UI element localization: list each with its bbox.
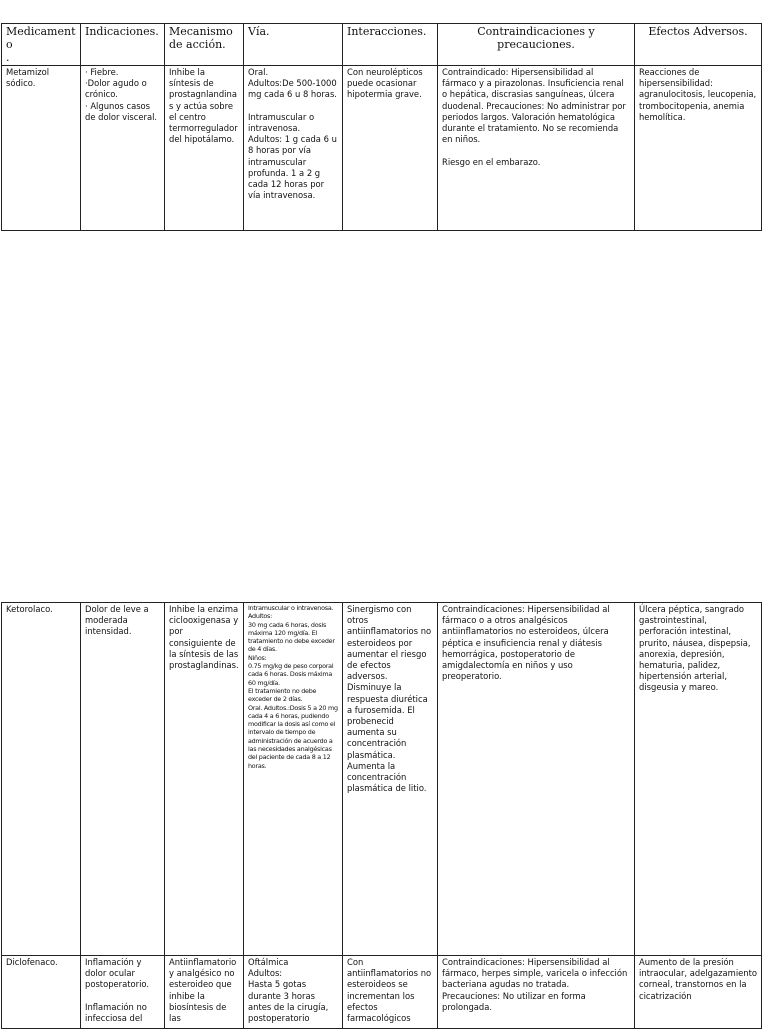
cell-contraindicaciones: Contraindicado: Hipersensibilidad al fármaco y a pirazolonas. Insuficiencia renal o hepática, discrasias sanguíneas, úlcera duodenal. Precauciones: No administrar por periodos largos. Valoración hematológica durante el tratamiento. No se recomienda en niños. Riesgo en el embarazo. xyxy=(438,66,635,231)
cell-mecanismo: Antiinflamatorio y analgésico no esteroideo que inhibe la biosíntesis de las xyxy=(165,956,244,1029)
header-efectos: Efectos Adversos. xyxy=(635,24,762,66)
header-via: Vía. xyxy=(244,24,343,66)
cell-medicamento: Metamizol sódico. xyxy=(2,66,81,231)
cell-mecanismo: Inhibe la síntesis de prostagnlandinas y actúa sobre el centro termorregulador del hipotálamo. xyxy=(165,66,244,231)
cell-indicaciones: Dolor de leve a moderada intensidad. xyxy=(81,603,165,956)
cell-interacciones: Sinergismo con otros antiinflamatorios no esteroideos por aumentar el riesgo de efectos adversos. Disminuye la respuesta diurética a furosemida. El probenecid aumenta su concentración plasmática. Aumenta la concentración plasmática de litio. xyxy=(343,603,438,956)
header-contraindicaciones: Contraindicaciones y precauciones. xyxy=(438,24,635,66)
cell-interacciones: Con neurolépticos puede ocasionar hipotermia grave. xyxy=(343,66,438,231)
header-medicamento: Medicamento . xyxy=(2,24,81,66)
header-mecanismo: Mecanismo de acción. xyxy=(165,24,244,66)
cell-efectos: Aumento de la presión intraocular, adelgazamiento corneal, transtornos en la cicatrización xyxy=(635,956,762,1029)
cell-efectos: Reacciones de hipersensibilidad: agranulocitosis, leucopenia, trombocitopenia, anemia hemolítica. xyxy=(635,66,762,231)
cell-mecanismo: Inhibe la enzima ciclooxigenasa y por consiguiente de la síntesis de las prostaglandinas. xyxy=(165,603,244,956)
drug-table-1 xyxy=(1,23,762,231)
table-header-row xyxy=(2,24,762,66)
cell-efectos: Úlcera péptica, sangrado gastrointestinal, perforación intestinal, prurito, náusea, dispepsia, anorexia, depresión, hematuria, palidez, hipertensión arterial, disgeusia y mareo. xyxy=(635,603,762,956)
header-indicaciones: Indicaciones. xyxy=(81,24,165,66)
cell-contraindicaciones: Contraindicaciones: Hipersensibilidad al fármaco o a otros analgésicos antiinflamatorios no esteroideos, úlcera péptica e insuficiencia renal y diátesis hemorrágica, postoperatorio de amigdalectomía en niños y uso preoperatorio. xyxy=(438,603,635,956)
cell-contraindicaciones: Contraindicaciones: Hipersensibilidad al fármaco, herpes simple, varicela o infección bacteriana agudas no tratada. Precauciones: No utilizar en forma prolongada. xyxy=(438,956,635,1029)
cell-indicaciones: · Fiebre. ·Dolor agudo o crónico. · Algunos casos de dolor visceral. xyxy=(81,66,165,231)
cell-interacciones: Con antiinflamatorios no esteroideos se incrementan los efectos farmacológicos xyxy=(343,956,438,1029)
cell-via: Oftálmica Adultos: Hasta 5 gotas durante 3 horas antes de la cirugía, postoperatorio xyxy=(244,956,343,1029)
table-row xyxy=(2,66,762,231)
cell-via: Intramuscular o intravenosa. Adultos: 30 mg cada 6 horas, dosis máxima 120 mg/día. El tratamiento no debe exceder de 4 días. Niños: 0.75 mg/kg de peso corporal cada 6 horas. Dosis máxima 60 mg/día. El tratamiento no debe exceder de 2 días. Oral. Adultos.:Dosis 5 a 20 mg cada 4 a 6 horas, pudiendo modificar la dosis así como el intervalo de tiempo de administración de acuerdo a las necesidades analgésicas del paciente de cada 8 a 12 horas. xyxy=(244,603,343,956)
header-interacciones: Interacciones. xyxy=(343,24,438,66)
cell-via: Oral. Adultos:De 500-1000 mg cada 6 u 8 horas. Intramuscular o intravenosa. Adultos: 1 g cada 6 u 8 horas por vía intramuscular profunda. 1 a 2 g cada 12 horas por vía intravenosa. xyxy=(244,66,343,231)
cell-indicaciones: Inflamación y dolor ocular postoperatorio. Inflamación no infecciosa del xyxy=(81,956,165,1029)
table-row xyxy=(2,956,762,1029)
table-row xyxy=(2,603,762,956)
drug-table-2 xyxy=(1,602,762,1029)
cell-medicamento: Diclofenaco. xyxy=(2,956,81,1029)
cell-medicamento: Ketorolaco. xyxy=(2,603,81,956)
